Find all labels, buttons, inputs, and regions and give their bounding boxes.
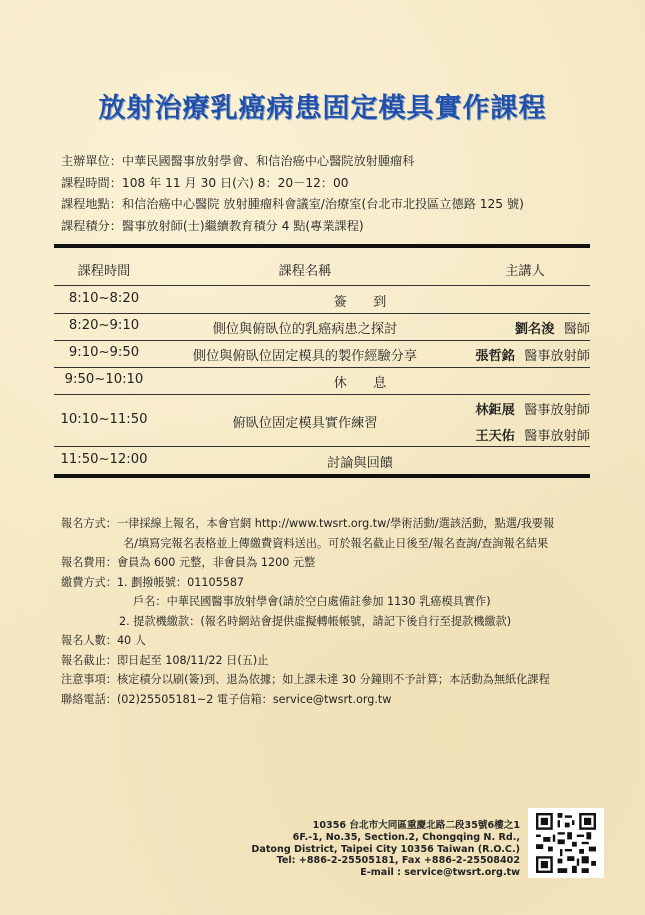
speaker-title: 醫事放射師 [524,429,590,444]
note-contact: 聯絡電話：(02)25505181~2 電子信箱：service@twsrt.org.tw [61,692,392,706]
row-speaker [440,425,590,444]
row-name: 俯臥位固定模具實作練習 [232,416,378,431]
row-name: 側位與俯臥位的乳癌病患之探討 [212,322,398,337]
note-register: 報名方式：一律採線上報名，本會官網 http://www.twsrt.org.tw/學術活動/選該活動，點選/我要報 [61,517,555,530]
table-top-rule [54,244,590,248]
row-time: 8:20~9:10 [68,318,140,333]
footer-line: 10356 台北市大同區重慶北路二段35號6樓之1 [312,820,520,831]
info-credits: 課程積分：醫事放射師(士)繼續教育積分 4 點(專業課程) [61,218,364,233]
note-attention: 注意事項：核定積分以刷(簽)到、退為依據；如上課未達 30 分鐘則不予計算；本活動為無紙化課程 [61,673,550,686]
footer-line: E-mail : service@twsrt.org.tw [360,867,520,879]
divider [54,340,590,341]
speaker-title: 醫師 [563,322,590,337]
qr-code [528,808,604,878]
note-deadline: 報名截止：即日起至 108/11/22 日(五)止 [61,653,269,667]
divider [54,285,590,286]
header-speaker: 主講人 [505,264,545,279]
footer-line: 6F.-1, No.35, Section.2, Chongqing N. Rd., [292,831,520,843]
page-title: 放射治療乳癌病患固定模具實作課程 [98,93,547,124]
footer-address [251,820,520,879]
row-time: 11:50~12:00 [60,452,148,467]
info-organizer: 主辦單位：中華民國醫事放射學會、和信治癌中心醫院放射腫瘤科 [61,154,415,168]
footer-line: Tel: +886-2-25505181, Fax +886-2-25508402 [276,855,520,867]
row-name: 休 息 [333,376,387,391]
speaker-name: 林鉅展 [475,403,515,418]
table-bottom-rule [54,474,590,478]
row-time: 8:10~8:20 [68,291,140,306]
header-name: 課程名稱 [278,264,332,279]
info-time: 課程時間：108 年 11 月 30 日(六) 8：20－12：00 [61,175,349,190]
qr-code-icon [536,813,596,873]
note-payment: 繳費方式：1. 劃撥帳號：01105587 [61,575,245,589]
row-speaker [440,318,590,337]
footer-line: Datong District, Taipei City 10356 Taiwan (R.O.C.) [251,843,520,855]
divider [54,367,590,368]
row-speaker [440,399,590,418]
note-payment-atm: 2. 提款機繳款：(報名時網站會提供虛擬轉帳帳號，請記下後自行至提款機繳款) [119,614,512,628]
divider [54,313,590,314]
row-time: 9:50~10:10 [64,372,144,387]
course-info [61,151,524,237]
registration-notes [61,514,554,709]
row-time: 9:10~9:50 [68,345,140,360]
header-time: 課程時間 [77,264,131,279]
speaker-name: 張哲銘 [475,349,515,364]
note-fee: 報名費用：會員為 600 元整，非會員為 1200 元整 [61,556,316,569]
row-name: 討論與回饋 [327,456,393,471]
divider [54,446,590,447]
speaker-name: 王天佑 [475,429,515,444]
divider [54,394,590,395]
speaker-title: 醫事放射師 [524,349,590,364]
note-register-cont: 名/填寫完報名表格並上傳繳費資料送出。可於報名截止日後至/報名查詢/查詢報名結果 [123,536,549,550]
row-speaker [440,345,590,364]
speaker-name: 劉名浚 [514,322,555,337]
row-name: 側位與俯臥位固定模具的製作經驗分享 [192,349,418,364]
note-quota: 報名人數：40 人 [61,634,146,647]
note-payment-account: 戶名：中華民國醫事放射學會(請於空白處備註參加 1130 乳癌模具實作) [133,595,491,608]
row-time: 10:10~11:50 [60,412,148,427]
row-name: 簽 到 [333,295,387,310]
info-location: 課程地點：和信治癌中心醫院 放射腫瘤科會議室/治療室(台北市北投區立德路 125 號) [61,197,524,211]
speaker-title: 醫事放射師 [524,403,590,418]
